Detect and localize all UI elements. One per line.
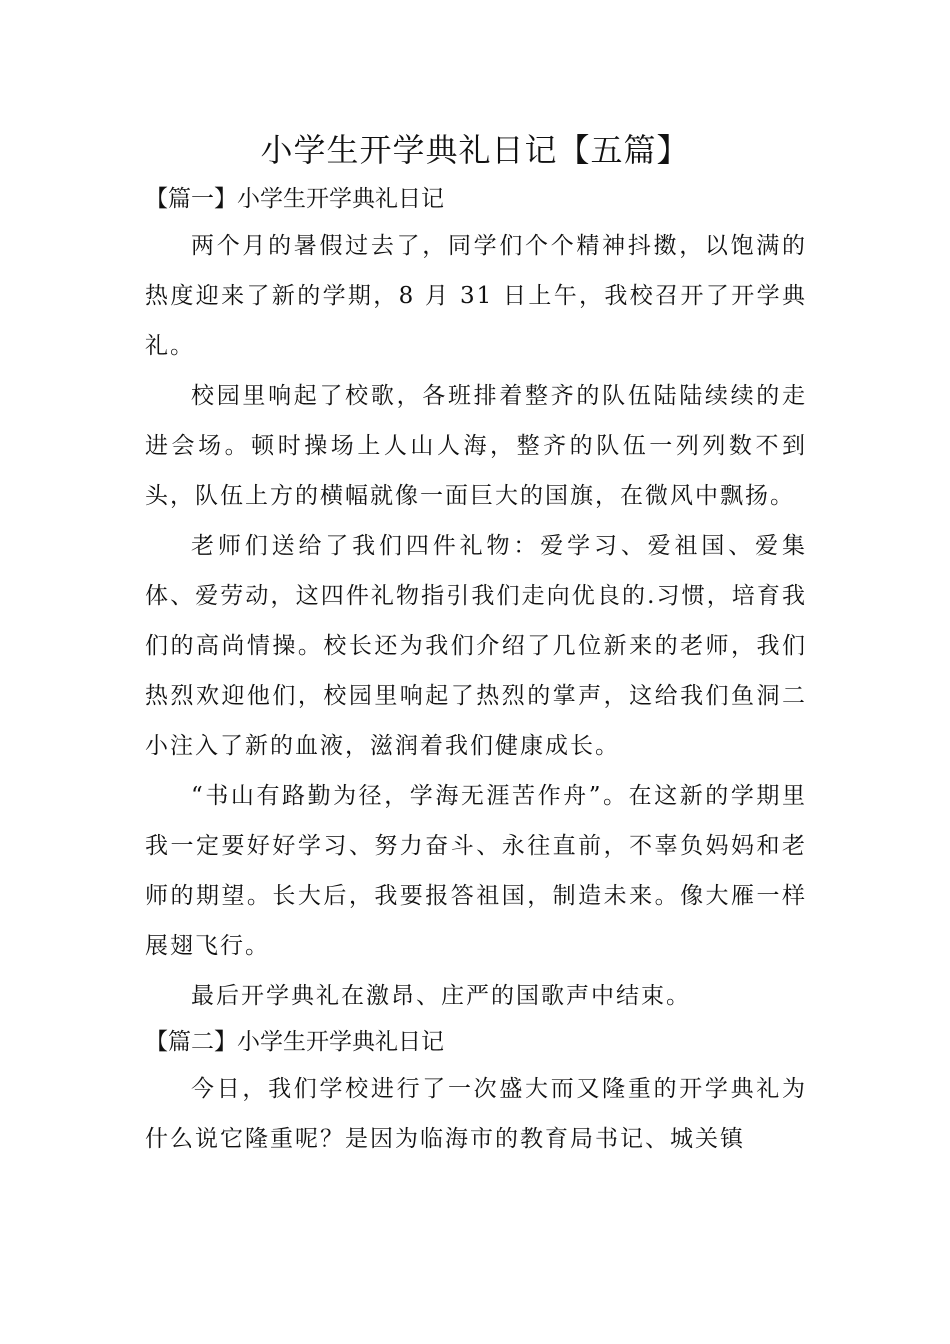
- paragraph-1-5: 最后开学典礼在激昂、庄严的国歌声中结束。: [191, 983, 691, 1009]
- paragraph-1-1: 两个月的暑假过去了，同学们个个精神抖擞，以饱满的热度迎来了新的学期，8 月 31 日上午，我校召开了开学典礼。: [145, 233, 807, 359]
- section-heading-1: 【篇一】小学生开学典礼日记: [145, 186, 444, 212]
- paragraph-1-2: 校园里响起了校歌，各班排着整齐的队伍陆陆续续的走进会场。顿时操场上人山人海，整齐的队伍一列列数不到头，队伍上方的横幅就像一面巨大的国旗，在微风中飘扬。: [145, 383, 807, 509]
- document-title: 小学生开学典礼日记【五篇】: [260, 131, 690, 169]
- document-body: [145, 178, 807, 1164]
- paragraph-2-1: 今日，我们学校进行了一次盛大而又隆重的开学典礼为什么说它隆重呢？是因为临海市的教育局书记、城关镇: [145, 1076, 807, 1152]
- section-heading-2: 【篇二】小学生开学典礼日记: [145, 1029, 444, 1055]
- paragraph-1-3: 老师们送给了我们四件礼物：爱学习、爱祖国、爱集体、爱劳动，这四件礼物指引我们走向优良的.习惯，培育我们的高尚情操。校长还为我们介绍了几位新来的老师，我们热烈欢迎他们，校园里响起了热烈的掌声，这给我们鱼洞二小注入了新的血液，滋润着我们健康成长。: [145, 533, 807, 759]
- paragraph-1-4: “书山有路勤为径，学海无涯苦作舟”。在这新的学期里我一定要好好学习、努力奋斗、永往直前，不辜负妈妈和老师的期望。长大后，我要报答祖国，制造未来。像大雁一样展翅飞行。: [145, 783, 807, 959]
